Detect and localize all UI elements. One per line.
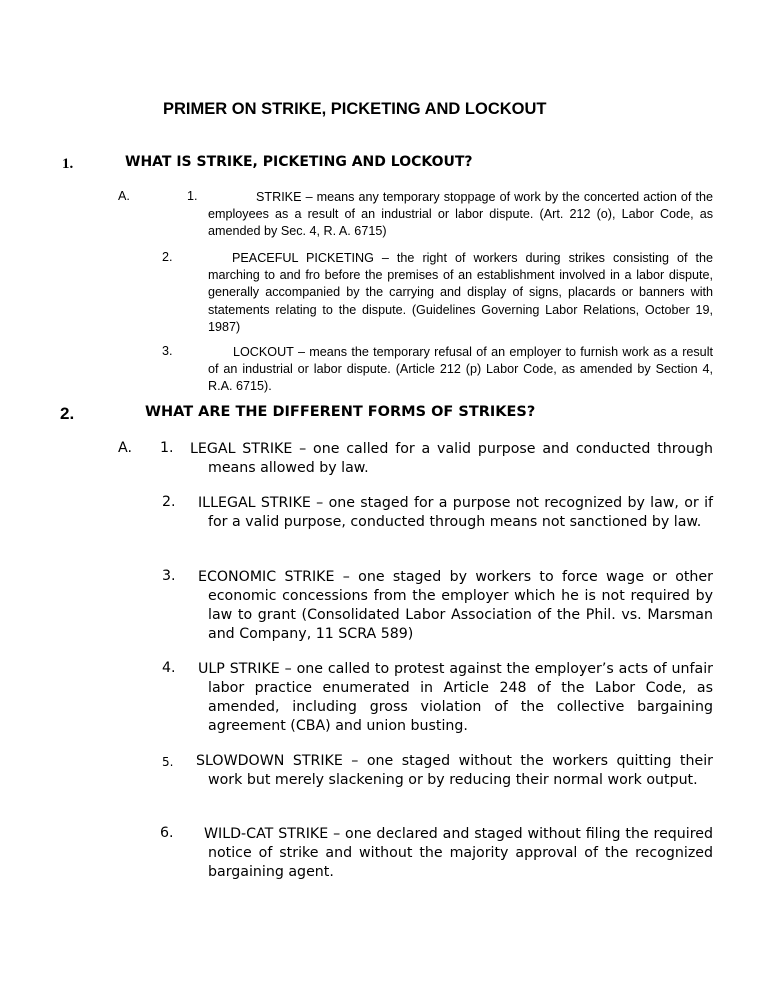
section-1-item-2-number: 2. <box>162 250 173 264</box>
section-1-item-3-text: LOCKOUT – means the temporary refusal of an employer to furnish work as a result of an industrial or labor dispute. (Article 212 (p) Labor Code, as amended by Section 4, R.A. 6715). <box>208 345 713 394</box>
section-1-item-3-number: 3. <box>162 344 173 358</box>
section-2-item-1-number: 1. <box>160 440 174 456</box>
section-2-item-3-number: 3. <box>162 568 176 584</box>
section-2-item-6-text: WILD-CAT STRIKE – one declared and staged without filing the required notice of strike and without the majority approval of the recognized bargaining agent. <box>204 826 713 880</box>
section-2-item-5-number: 5. <box>162 755 174 769</box>
section-2-item-1-text: LEGAL STRIKE – one called for a valid purpose and conducted through means allowed by law. <box>190 441 713 476</box>
section-2-item-4-number: 4. <box>162 660 176 676</box>
section-2-item-2-text: ILLEGAL STRIKE – one staged for a purpose not recognized by law, or if for a valid purpose, conducted through means not sanctioned by law. <box>198 495 713 530</box>
section-1-heading: WHAT IS STRIKE, PICKETING AND LOCKOUT? <box>125 154 473 170</box>
section-1-item-1-number: 1. <box>187 189 198 203</box>
section-1-number: 1. <box>62 156 74 172</box>
section-2-number: 2. <box>60 404 75 423</box>
section-2-item-5-text: SLOWDOWN STRIKE – one staged without the workers quitting their work but merely slackening or by reducing their normal work output. <box>196 753 713 788</box>
section-2-item-2-number: 2. <box>162 494 176 510</box>
section-2-item-3-text: ECONOMIC STRIKE – one staged by workers to force wage or other economic concessions from the employer which he is not required by law to grant (Consolidated Labor Association of the Phil. vs. Marsman and Company, 11 SCRA 589) <box>198 569 713 642</box>
section-1-subletter: A. <box>118 189 130 203</box>
section-2-item-4-text: ULP STRIKE – one called to protest against the employer’s acts of unfair labor practice enumerated in Article 248 of the Labor Code, as amended, including gross violation of the collective bargaining agreement (CBA) and union busting. <box>198 661 713 734</box>
section-2-heading: WHAT ARE THE DIFFERENT FORMS OF STRIKES? <box>145 404 536 420</box>
section-1-item-1-text: STRIKE – means any temporary stoppage of work by the concerted action of the employees as a result of an industrial or labor dispute. (Art. 212 (o), Labor Code, as amended by Sec. 4, R. A. 6715) <box>208 190 713 239</box>
section-2-item-6-number: 6. <box>160 825 174 841</box>
section-1-item-2-text: PEACEFUL PICKETING – the right of workers during strikes consisting of the marching to and fro before the premises of an establishment involved in a labor dispute, generally accompanied by the carrying and display of signs, placards or banners with statements relating to the dispute. (Guidelines Governing Labor Relations, October 19, 1987) <box>208 251 713 334</box>
page-title: PRIMER ON STRIKE, PICKETING AND LOCKOUT <box>163 100 547 118</box>
section-2-subletter: A. <box>118 440 132 456</box>
